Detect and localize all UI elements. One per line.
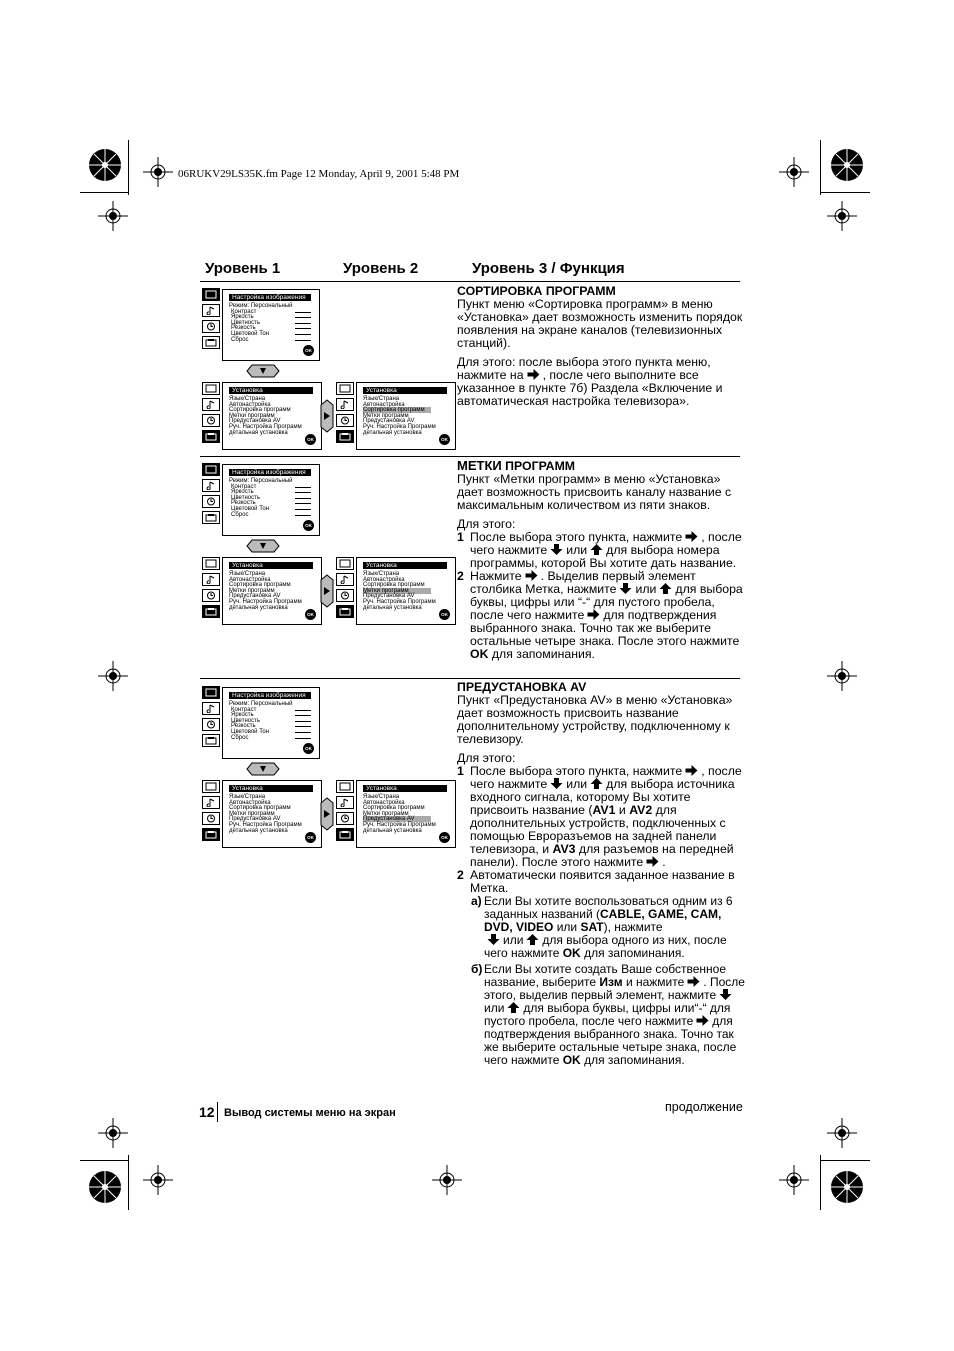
menu-slider <box>295 498 311 499</box>
picture-icon <box>202 557 220 570</box>
menu-slider <box>295 492 311 493</box>
crosshair-mark-icon <box>143 157 173 187</box>
sound-icon <box>336 573 354 586</box>
ok-button-icon: OK <box>303 520 314 531</box>
menu-line: Язык/Страна <box>363 396 400 402</box>
menu-line: Руч. Настройка Программ <box>229 599 302 605</box>
navigate-right-icon <box>320 574 334 608</box>
crosshair-mark-icon <box>827 1118 857 1148</box>
ok-button-icon: OK <box>303 743 314 754</box>
menu-line: Цветность <box>231 319 260 326</box>
menu-line: Автонастройка <box>363 576 405 583</box>
tv-menu-screen <box>222 557 322 625</box>
menu-slider <box>295 732 311 733</box>
picture-icon <box>202 288 220 301</box>
file-header: 06RUKV29LS35K.fm Page 12 Monday, April 9, 2001 5:48 PM <box>178 168 460 180</box>
menu-line: Руч. Настройка Программ <box>363 424 436 430</box>
menu-icon-column <box>202 288 220 352</box>
sound-icon <box>202 796 220 809</box>
menu-line: Автонастройка <box>229 799 271 806</box>
menu-slider <box>295 323 311 324</box>
menu-line: Сортировка программ <box>363 582 425 589</box>
menu-line: детальная установка <box>229 827 288 834</box>
menu-line: Метки программ <box>229 810 275 817</box>
picture-icon <box>336 382 354 395</box>
menu-slider <box>295 334 311 335</box>
sunburst-mark-icon <box>80 140 130 190</box>
arrow-up-icon <box>526 934 539 945</box>
timer-icon <box>202 812 220 825</box>
menu-line: Резкость <box>231 723 256 730</box>
arrow-right-icon <box>685 531 698 542</box>
menu-line: Предустановка AV <box>363 593 415 600</box>
menu-icon-column <box>336 382 354 446</box>
navigate-down-icon <box>246 539 280 553</box>
crosshair-mark-icon <box>827 661 857 691</box>
setup-icon <box>202 605 220 618</box>
menu-line: Режим: Персональный <box>229 303 293 309</box>
menu-line: Режим: Персональный <box>229 701 293 707</box>
sound-icon <box>202 398 220 411</box>
menu-icon-column <box>336 557 354 621</box>
menu-title: Установка <box>363 785 447 792</box>
arrow-right-icon <box>687 976 700 987</box>
menu-line: Сортировка программ <box>229 582 291 589</box>
menu-line: Автонастройка <box>363 401 405 408</box>
navigate-right-icon <box>320 399 334 433</box>
sound-icon <box>336 796 354 809</box>
step-2b: б) Если Вы хотите создать Ваше собственное название, выберите Изм и нажмите . После этого, выделив первый элемент, нажмитеили для выбора буквы, цифры или“-“ для пустого пробела, после чего нажмите для подтверждения выбранного знака. Точно так же выберите остальные четыре знака, после чего нажмите OK для запоминания. <box>471 962 745 1067</box>
menu-line: Метки программ <box>363 412 409 419</box>
crosshair-mark-icon <box>779 1165 809 1195</box>
crosshair-mark-icon <box>432 1165 462 1195</box>
timer-icon <box>202 589 220 602</box>
menu-line: Предустановка AV <box>363 816 431 822</box>
ok-button-icon: OK <box>303 345 314 356</box>
arrow-right-icon <box>527 369 540 380</box>
sound-icon <box>336 398 354 411</box>
setup-icon <box>202 511 220 524</box>
menu-title: Настройка изображения <box>229 294 311 301</box>
step-2a: а) Если Вы хотите воспользоваться одним из 6 заданных названий (CABLE, GAME, CAM, DVD, VIDEO или SAT), нажмите или для выбора одного из них, после чего нажмите OK для запоминания. <box>471 894 733 960</box>
sunburst-mark-icon <box>822 140 872 190</box>
arrow-down-icon <box>619 583 632 594</box>
arrow-down-icon <box>719 989 732 1000</box>
menu-title: Установка <box>229 785 313 792</box>
tv-menu-screen <box>222 464 320 536</box>
section-intro: Пункт меню «Сортировка программ» в меню «Установка» дает возможность изменить порядок появления на экране каналов (телевизионных станций). <box>457 297 743 350</box>
menu-line: Резкость <box>231 500 256 507</box>
menu-slider <box>295 509 311 510</box>
setup-icon <box>336 828 354 841</box>
column-level-2: Уровень 2 <box>343 260 419 277</box>
sunburst-mark-icon <box>822 1162 872 1212</box>
footer-title: Вывод системы меню на экран <box>224 1107 396 1119</box>
step-1: 1 После выбора этого пункта, нажмите , после чего нажмите или для выбора источника входного сигнала, которому Вы хотите присвоить название (AV1 и AV2 для дополнительных устройств, подключенных с помощью Евроразъемов на задней панели телевизора, и AV3 для разъемов на передней панели). После этого нажмите . <box>457 764 742 869</box>
sound-icon <box>202 573 220 586</box>
menu-slider <box>295 328 311 329</box>
menu-line: Метки программ <box>363 810 409 817</box>
menu-line: Сортировка программ <box>363 407 431 413</box>
menu-line: Предустановка AV <box>229 418 281 425</box>
timer-icon <box>202 414 220 427</box>
menu-line: Сортировка программ <box>229 805 291 812</box>
menu-slider <box>295 726 311 727</box>
menu-line: Сортировка программ <box>229 407 291 414</box>
menu-line: Метки программ <box>363 588 431 594</box>
sound-icon <box>202 304 220 317</box>
menu-line: Сброс <box>231 336 249 343</box>
arrow-up-icon <box>507 1002 520 1013</box>
column-level-3: Уровень 3 / Функция <box>472 260 625 277</box>
timer-icon <box>336 414 354 427</box>
arrow-up-icon <box>590 778 603 789</box>
arrow-right-icon <box>646 856 659 867</box>
menu-line: Яркость <box>231 314 254 321</box>
crosshair-mark-icon <box>779 157 809 187</box>
menu-line: Руч. Настройка Программ <box>363 822 436 828</box>
menu-line: Язык/Страна <box>363 794 400 800</box>
menu-line: детальная установка <box>229 429 288 436</box>
step-2: 2 Автоматически появится заданное название в Метка. <box>457 868 735 895</box>
menu-slider <box>295 721 311 722</box>
menu-line: детальная установка <box>363 827 422 834</box>
navigate-down-icon <box>246 762 280 776</box>
timer-icon <box>336 812 354 825</box>
menu-line: детальная установка <box>229 604 288 611</box>
crosshair-mark-icon <box>827 201 857 231</box>
ok-button-icon: OK <box>439 609 450 620</box>
sound-icon <box>202 702 220 715</box>
ok-button-icon: OK <box>305 434 316 445</box>
section-intro: Пункт «Предустановка AV» в меню «Установка» дает возможность присвоить название дополнительному устройству, подключенному к телевизору. <box>457 693 733 746</box>
sunburst-mark-icon <box>80 1162 130 1212</box>
timer-icon <box>202 320 220 333</box>
arrow-right-icon <box>685 765 698 776</box>
menu-line: Цветовой Тон <box>231 506 270 512</box>
menu-line: Сброс <box>231 734 249 741</box>
tv-menu-screen <box>222 780 322 848</box>
menu-line: Метки программ <box>229 587 275 594</box>
setup-icon <box>202 828 220 841</box>
menu-title: Установка <box>229 562 313 569</box>
menu-line: Автонастройка <box>229 576 271 583</box>
menu-title: Установка <box>363 562 447 569</box>
menu-line: Язык/Страна <box>229 571 266 577</box>
step-2: 2 Нажмите . Выделив первый элемент столбика Метка, нажмите или для выбора буквы, цифры или “-“ для пустого пробела, после чего нажмите для подтверждения выбранного знака. Точно так же выберите остальные четыре знака. После этого нажмите OK для запоминания. <box>457 569 743 661</box>
section-title: МЕТКИ ПРОГРАММ <box>457 458 576 473</box>
menu-line: детальная установка <box>363 429 422 436</box>
crosshair-mark-icon <box>98 1118 128 1148</box>
for-this-label: Для этого: <box>457 517 516 531</box>
menu-line: Контраст <box>231 706 257 713</box>
menu-line: Предустановка AV <box>363 418 415 425</box>
menu-slider <box>295 317 311 318</box>
setup-icon <box>202 336 220 349</box>
ok-button-icon: OK <box>439 832 450 843</box>
timer-icon <box>202 718 220 731</box>
menu-line: Яркость <box>231 712 254 719</box>
section-howto: Для этого: после выбора этого пункта меню, нажмите на , после чего выполните все указанное в пункте 7б) Раздела «Включение и автоматическая настройка телевизора». <box>457 355 723 408</box>
menu-slider <box>295 312 311 313</box>
picture-icon <box>202 780 220 793</box>
section-sorting <box>457 285 747 408</box>
column-level-1: Уровень 1 <box>205 260 281 277</box>
setup-icon <box>202 430 220 443</box>
picture-icon <box>202 686 220 699</box>
menu-line: Сброс <box>231 511 249 518</box>
ok-button-icon: OK <box>305 832 316 843</box>
tv-menu-screen <box>222 289 320 361</box>
menu-line: Руч. Настройка Программ <box>229 424 302 430</box>
menu-line: Контраст <box>231 483 257 490</box>
section-title: СОРТИРОВКА ПРОГРАММ <box>457 284 616 298</box>
menu-line: Контраст <box>231 308 257 315</box>
menu-line: Руч. Настройка Программ <box>363 599 436 605</box>
menu-icon-column <box>202 382 220 446</box>
menu-line: Цветовой Тон <box>231 331 270 337</box>
menu-line: Язык/Страна <box>229 396 266 402</box>
menu-line: Цветность <box>231 717 260 724</box>
page-number: 12 <box>199 1104 215 1120</box>
for-this-label: Для этого: <box>457 751 516 765</box>
navigate-down-icon <box>246 364 280 378</box>
arrow-right-icon <box>525 570 538 581</box>
menu-title: Установка <box>363 387 447 394</box>
menu-line: Автонастройка <box>363 799 405 806</box>
timer-icon <box>202 495 220 508</box>
tv-menu-screen <box>356 780 456 848</box>
menu-title: Установка <box>229 387 313 394</box>
picture-icon <box>336 557 354 570</box>
crosshair-mark-icon <box>98 201 128 231</box>
setup-icon <box>336 430 354 443</box>
menu-icon-column <box>336 780 354 844</box>
tv-menu-screen <box>356 557 456 625</box>
menu-line: Сортировка программ <box>363 805 425 812</box>
menu-line: Режим: Персональный <box>229 478 293 484</box>
menu-slider <box>295 487 311 488</box>
section-labels <box>457 459 747 661</box>
menu-line: Автонастройка <box>229 401 271 408</box>
tv-menu-screen <box>222 687 320 759</box>
setup-icon <box>202 734 220 747</box>
menu-slider <box>295 710 311 711</box>
tv-menu-screen <box>222 382 322 450</box>
arrow-down-icon <box>487 934 500 945</box>
menu-line: Цветность <box>231 494 260 501</box>
section-title: ПРЕДУСТАНОВКА AV <box>457 680 587 694</box>
arrow-up-icon <box>659 583 672 594</box>
crosshair-mark-icon <box>143 1165 173 1195</box>
menu-icon-column <box>202 780 220 844</box>
arrow-up-icon <box>590 544 603 555</box>
menu-slider <box>295 503 311 504</box>
menu-line: Яркость <box>231 489 254 496</box>
menu-line: Предустановка AV <box>229 816 281 823</box>
step-1: 1 После выбора этого пункта, нажмите , после чего нажмите или для выбора номера программы, которой Вы хотите дать название. <box>457 530 742 570</box>
menu-title: Настройка изображения <box>229 692 311 699</box>
menu-line: Язык/Страна <box>363 571 400 577</box>
menu-icon-column <box>202 686 220 750</box>
picture-icon <box>202 463 220 476</box>
menu-line: Руч. Настройка Программ <box>229 822 302 828</box>
navigate-right-icon <box>320 797 334 831</box>
continued-label: продолжение <box>665 1100 743 1114</box>
timer-icon <box>336 589 354 602</box>
menu-icon-column <box>202 557 220 621</box>
ok-button-icon: OK <box>305 609 316 620</box>
arrow-down-icon <box>550 544 563 555</box>
menu-slider <box>295 715 311 716</box>
sound-icon <box>202 479 220 492</box>
setup-icon <box>336 605 354 618</box>
section-intro: Пункт «Метки программ» в меню «Установка» дает возможность присвоить каналу название с максимальным количеством из пяти знаков. <box>457 472 732 512</box>
menu-icon-column <box>202 463 220 527</box>
crosshair-mark-icon <box>98 661 128 691</box>
menu-line: Язык/Страна <box>229 794 266 800</box>
menu-line: детальная установка <box>363 604 422 611</box>
ok-button-icon: OK <box>439 434 450 445</box>
picture-icon <box>336 780 354 793</box>
section-av-preset <box>457 681 747 1067</box>
tv-menu-screen <box>356 382 456 450</box>
arrow-right-icon <box>696 1015 709 1026</box>
menu-title: Настройка изображения <box>229 469 311 476</box>
menu-slider <box>295 738 311 739</box>
menu-slider <box>295 340 311 341</box>
menu-line: Резкость <box>231 325 256 332</box>
menu-slider <box>295 515 311 516</box>
arrow-right-icon <box>587 609 600 620</box>
arrow-down-icon <box>550 778 563 789</box>
menu-line: Предустановка AV <box>229 593 281 600</box>
menu-line: Метки программ <box>229 412 275 419</box>
menu-line: Цветовой Тон <box>231 729 270 735</box>
picture-icon <box>202 382 220 395</box>
